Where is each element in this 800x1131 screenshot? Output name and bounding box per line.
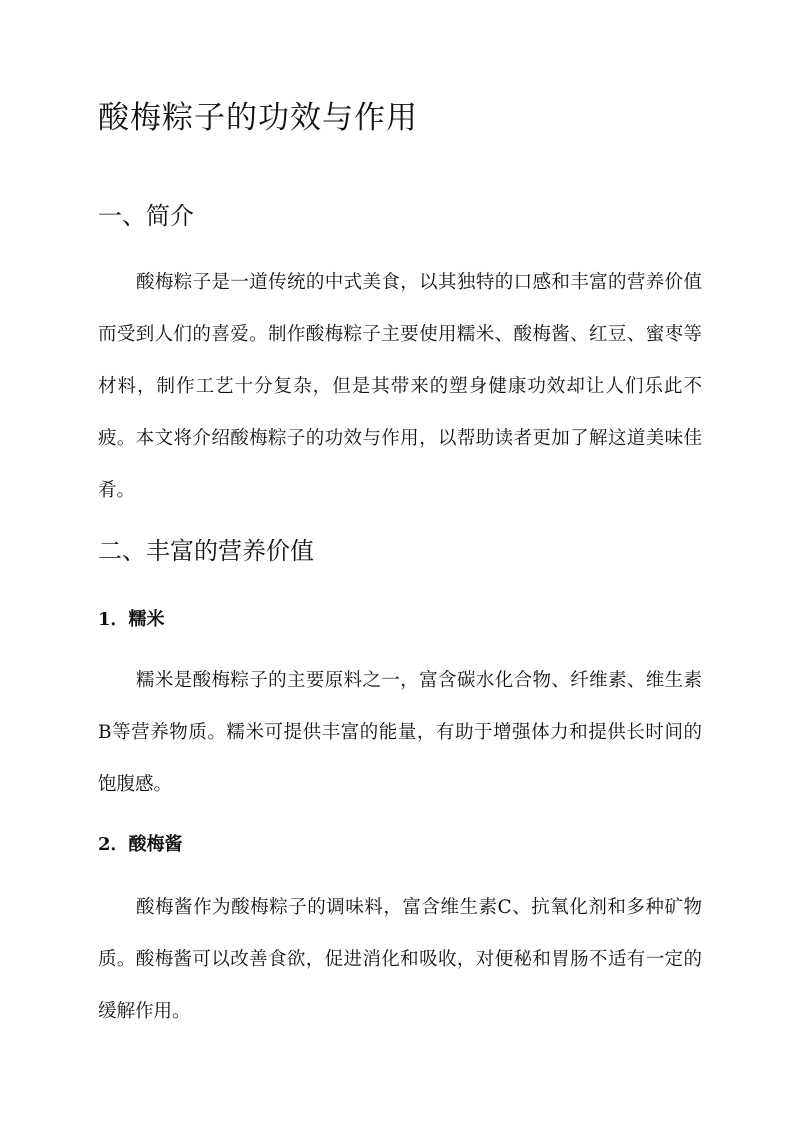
section-heading-nutrition: 二、丰富的营养价值	[98, 537, 314, 565]
subsection-heading-glutinous-rice: 1．糯米	[98, 609, 165, 630]
page-title: 酸梅粽子的功效与作用	[98, 100, 418, 136]
section-heading-intro: 一、简介	[98, 202, 194, 230]
glutinous-rice-paragraph: 糯米是酸梅粽子的主要原料之一，富含碳水化合物、纤维素、维生素B等营养物质。糯米可提供丰富的能量，有助于增强体力和提供长时间的饱腹感。	[98, 670, 702, 795]
plum-sauce-paragraph: 酸梅酱作为酸梅粽子的调味料，富含维生素C、抗氧化剂和多种矿物质。酸梅酱可以改善食欲，促进消化和吸收，对便秘和胃肠不适有一定的缓解作用。	[98, 897, 702, 1022]
subsection-heading-plum-sauce: 2．酸梅酱	[98, 834, 183, 855]
intro-paragraph: 酸梅粽子是一道传统的中式美食，以其独特的口感和丰富的营养价值而受到人们的喜爱。制作酸梅粽子主要使用糯米、酸梅酱、红豆、蜜枣等材料，制作工艺十分复杂，但是其带来的塑身健康功效却让人们乐此不疲。本文将介绍酸梅粽子的功效与作用，以帮助读者更加了解这道美味佳肴。	[98, 272, 702, 501]
